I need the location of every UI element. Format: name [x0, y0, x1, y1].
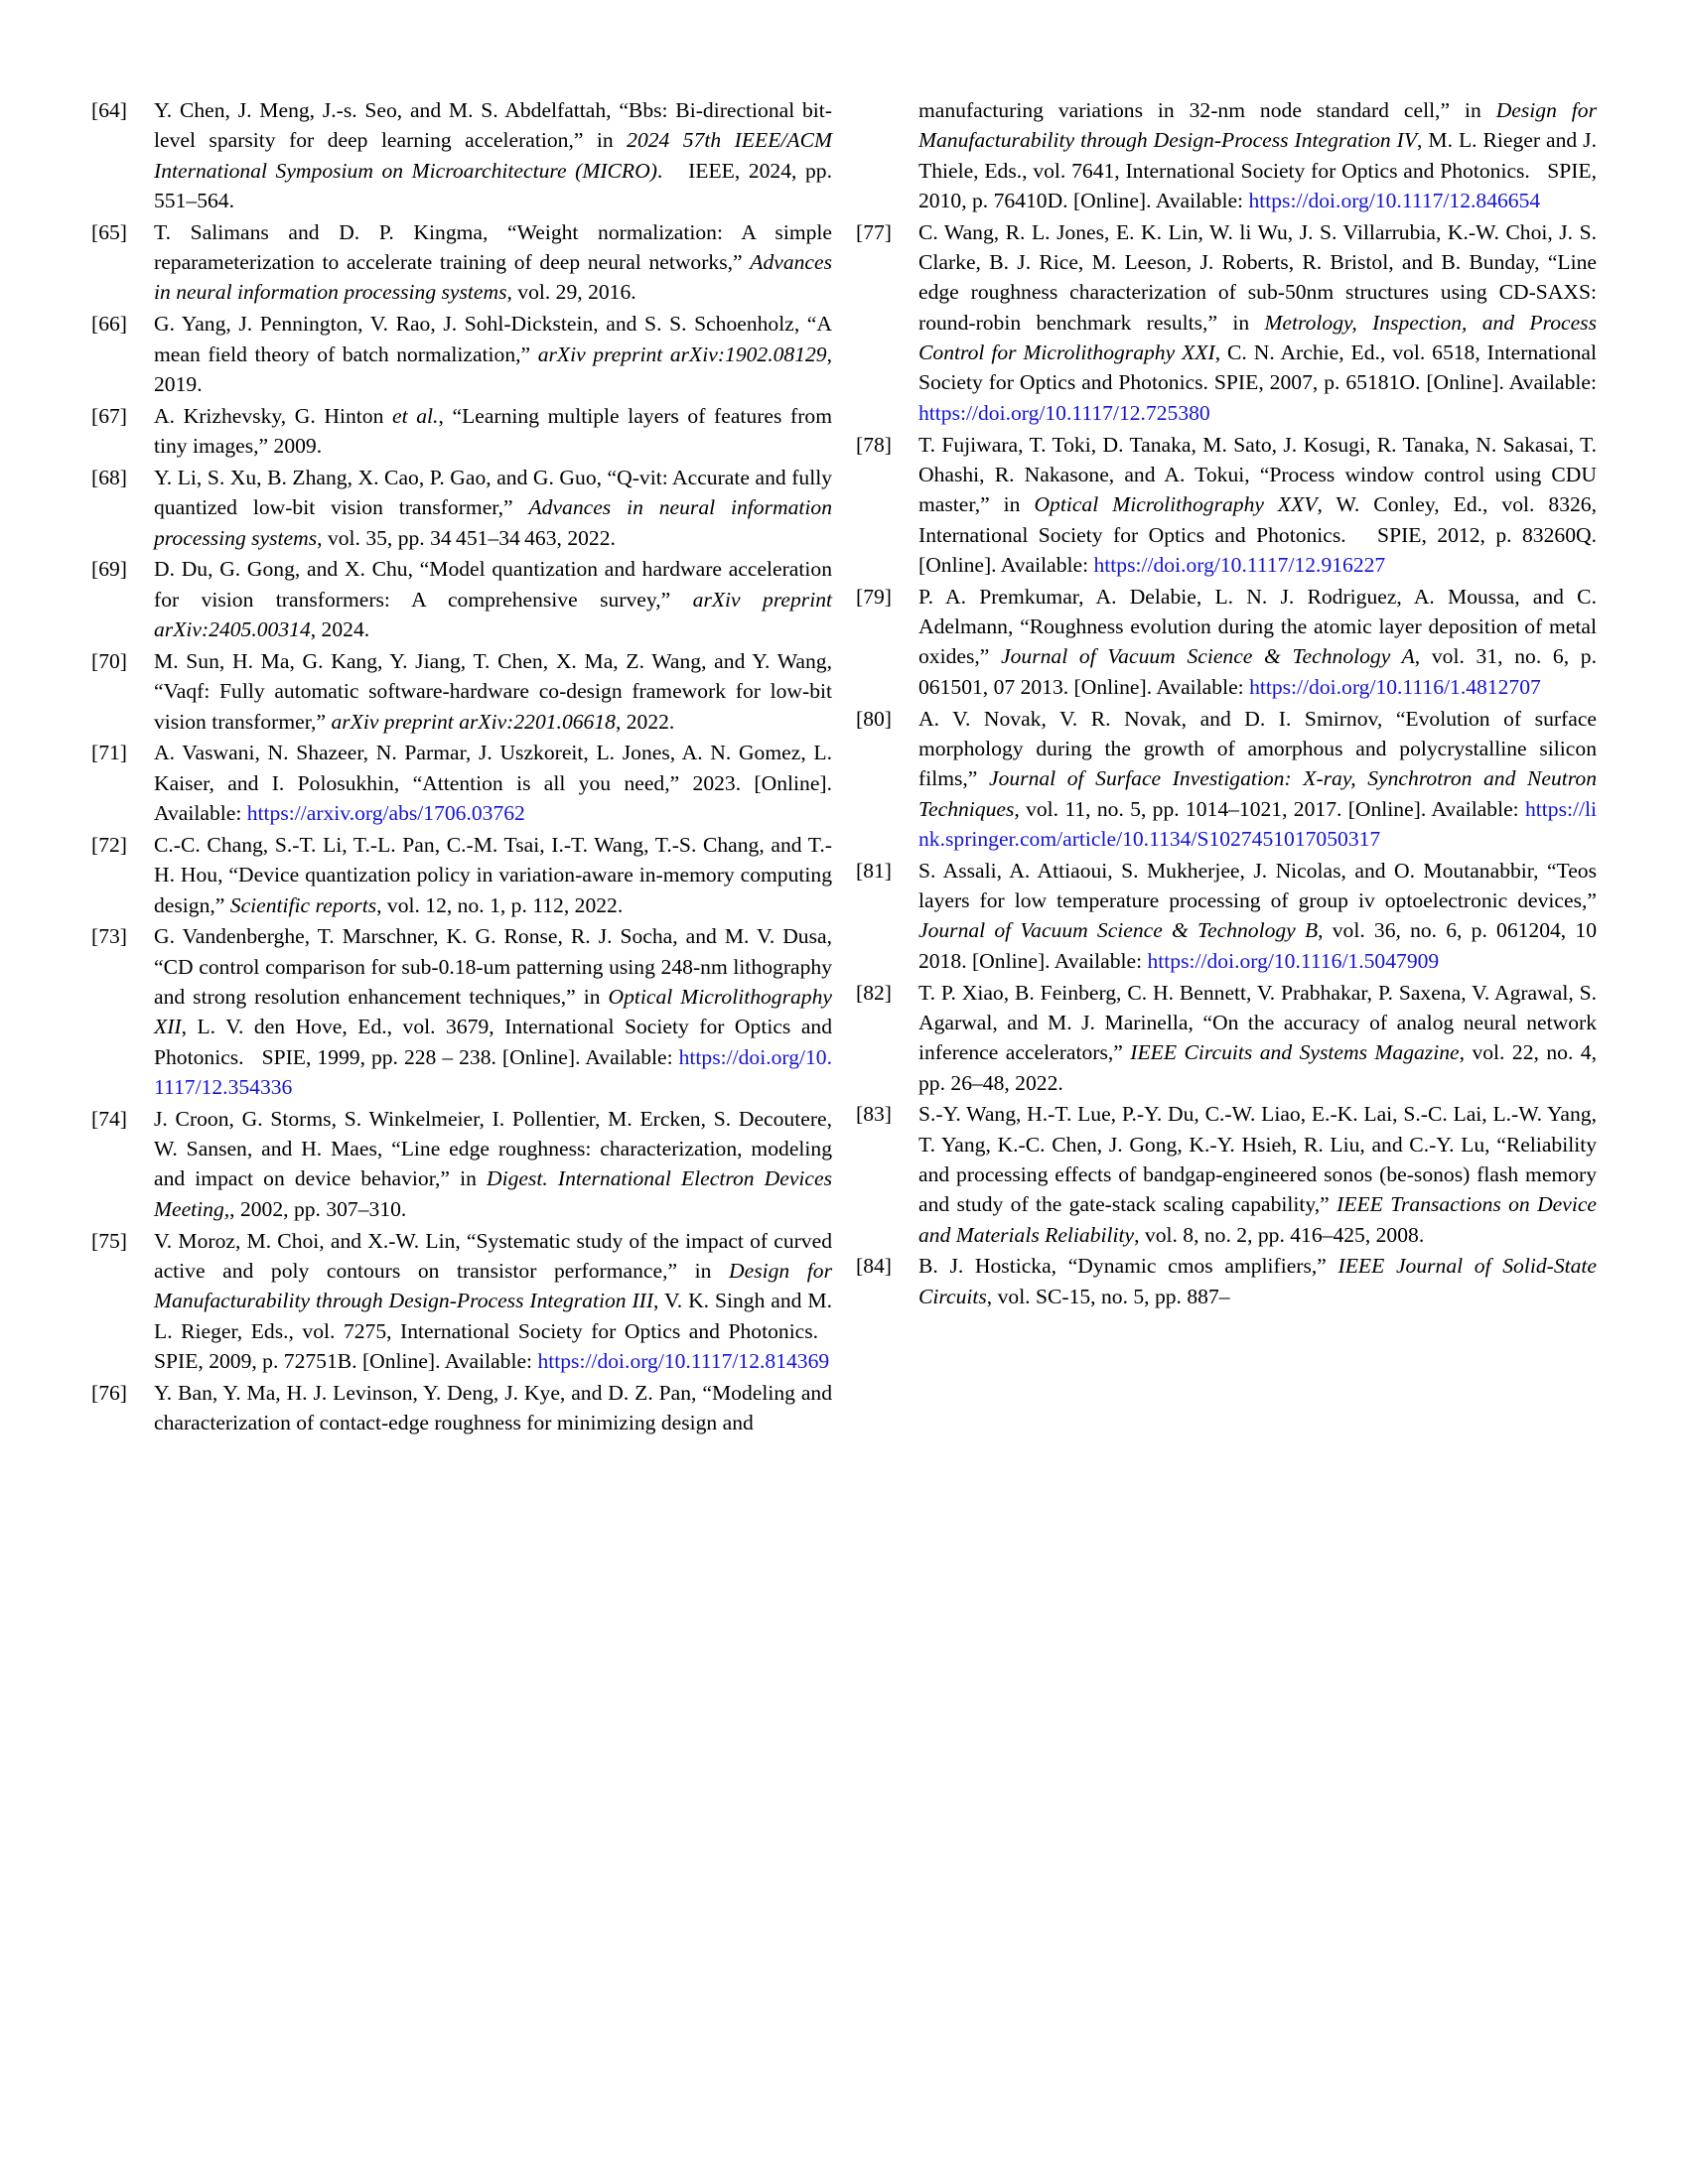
reference-text: S. Assali, A. Attiaoui, S. Mukherjee, J. Nicolas, and O. Moutanabbir, “Teos layers for low temperature processing of group iv optoelectronic devices,” Journal of Vacuum Science & Technology B, vol. 36, no. 6, p. 061204, 10 2018. [Online]. Available: https://doi.org/10.1116/1.5047909 [918, 858, 1597, 973]
reference-text: T. P. Xiao, B. Feinberg, C. H. Bennett, V. Prabhakar, P. Saxena, V. Agrawal, S. Agarwal, and M. J. Marinella, “On the accuracy of analog neural network inference accelerators,” IEEE Circuits and Systems Magazine, vol. 22, no. 4, pp. 26–48, 2022. [918, 980, 1597, 1095]
reference-text: C.-C. Chang, S.-T. Li, T.-L. Pan, C.-M. Tsai, I.-T. Wang, T.-S. Chang, and T.-H. Hou, “Device quantization policy in variation-aware in-memory computing design,” Scientific reports, vol. 12, no. 1, p. 112, 2022. [154, 832, 832, 917]
reference-text: B. J. Hosticka, “Dynamic cmos amplifiers,” IEEE Journal of Solid-State Circuits, vol. SC-15, no. 5, pp. 887– [918, 1254, 1598, 1308]
reference-entry-74 [91, 1104, 832, 1224]
right-column [856, 95, 1597, 1313]
reference-label: [79] [856, 584, 892, 609]
reference-entry-81 [856, 856, 1597, 976]
reference-entry-79 [856, 582, 1597, 702]
reference-entry-84 [856, 1251, 1597, 1311]
reference-entry-77 [856, 217, 1597, 428]
reference-text: V. Moroz, M. Choi, and X.-W. Lin, “Systematic study of the impact of curved active and poly contours on transistor performance,” in Design for Manufacturability through Design-Process Integration III, V. K. Singh and M. L. Rieger, Eds., vol. 7275, International Society for Optics and Photonics. SPIE, 2009, p. 72751B. [Online]. Available: https://doi.org/10.1117/12.814369 [154, 1228, 832, 1373]
reference-label: [64] [91, 98, 127, 122]
reference-entry-83 [856, 1099, 1597, 1250]
reference-label: [83] [856, 1102, 892, 1127]
reference-text: J. Croon, G. Storms, S. Winkelmeier, I. Pollentier, M. Ercken, S. Decoutere, W. Sansen, and H. Maes, “Line edge roughness: characterization, modeling and impact on device behavior,” in Digest. International Electron Devices Meeting,, 2002, pp. 307–310. [154, 1106, 832, 1221]
reference-label: [82] [856, 980, 892, 1005]
reference-entry-73 [91, 921, 832, 1102]
reference-label: [71] [91, 741, 127, 765]
reference-text: G. Yang, J. Pennington, V. Rao, J. Sohl-Dickstein, and S. S. Schoenholz, “A mean field theory of batch normalization,” arXiv preprint arXiv:1902.08129, 2019. [154, 312, 832, 396]
reference-label: [66] [91, 312, 127, 337]
reference-label: [72] [91, 832, 127, 857]
reference-entry-68 [91, 463, 832, 553]
reference-entry-80 [856, 704, 1597, 855]
reference-label: [80] [856, 706, 892, 731]
reference-text: T. Salimans and D. P. Kingma, “Weight normalization: A simple reparameterization to accelerate training of deep neural networks,” Advances in neural information processing systems, vol. 29, 2016. [154, 219, 832, 305]
reference-label: [75] [91, 1228, 127, 1253]
reference-text: G. Vandenberghe, T. Marschner, K. G. Ronse, R. J. Socha, and M. V. Dusa, “CD control comparison for sub-0.18-um patterning using 248-nm lithography and strong resolution enhancement techniques,” in Optical Microlithography XII, L. V. den Hove, Ed., vol. 3679, International Society for Optics and Photonics. SPIE, 1999, pp. 228 – 238. [Online]. Available: https://doi.org/10.1117/12.354336 [154, 924, 832, 1099]
reference-text: A. V. Novak, V. R. Novak, and D. I. Smirnov, “Evolution of surface morphology during the growth of amorphous and polycrystalline silicon films,” Journal of Surface Investigation: X-ray, Synchrotron and Neutron Techniques, vol. 11, no. 5, pp. 1014–1021, 2017. [Online]. Available: https://link.springer.com/article/10.1134/S1027451017050317 [918, 706, 1597, 851]
reference-entry-71 [91, 738, 832, 828]
reference-text: M. Sun, H. Ma, G. Kang, Y. Jiang, T. Chen, X. Ma, Z. Wang, and Y. Wang, “Vaqf: Fully automatic software-hardware co-design framework for low-bit vision transformer,” arXiv preprint arXiv:2201.06618, 2022. [154, 648, 832, 734]
reference-text: manufacturing variations in 32-nm node standard cell,” in Design for Manufacturability through Design-Process Integration IV, M. L. Rieger and J. Thiele, Eds., vol. 7641, International Society for Optics and Photonics. SPIE, 2010, p. 76410D. [Online]. Available: https://doi.org/10.1117/12.846654 [918, 98, 1597, 212]
reference-url-link[interactable]: https://doi.org/10.1117/12.916227 [1093, 552, 1386, 577]
reference-label: [74] [91, 1106, 127, 1131]
reference-url-link[interactable]: https://doi.org/10.1116/1.4812707 [1249, 674, 1541, 699]
reference-url-link[interactable]: https://doi.org/10.1117/12.814369 [537, 1348, 830, 1373]
reference-entry-69 [91, 554, 832, 644]
reference-label: [68] [91, 465, 127, 489]
reference-url-link[interactable]: https://link.springer.com/article/10.1134/S1027451017050317 [918, 796, 1597, 851]
reference-text: Y. Chen, J. Meng, J.-s. Seo, and M. S. Abdelfattah, “Bbs: Bi-directional bit-level sparsity for deep learning acceleration,” in 2024 57th IEEE/ACM International Symposium on Microarchitecture (MICRO). IEEE, 2024, pp. 551–564. [154, 98, 833, 212]
reference-entry-67 [91, 401, 832, 462]
reference-text: S.-Y. Wang, H.-T. Lue, P.-Y. Du, C.-W. Liao, E.-K. Lai, S.-C. Lai, L.-W. Yang, T. Yang, K.-C. Chen, J. Gong, K.-Y. Hsieh, R. Liu, and C.-Y. Lu, “Reliability and processing effects of bandgap-engineered sonos (be-sonos) flash memory and study of the gate-stack scaling capability,” IEEE Transactions on Device and Materials Reliability, vol. 8, no. 2, pp. 416–425, 2008. [918, 1102, 1597, 1247]
reference-entry-70 [91, 646, 832, 737]
reference-label: [70] [91, 648, 127, 673]
reference-entry-64 [91, 95, 832, 215]
reference-entry-65 [91, 217, 832, 308]
reference-label: [67] [91, 403, 127, 428]
reference-entry-75 [91, 1226, 832, 1377]
reference-text: D. Du, G. Gong, and X. Chu, “Model quantization and hardware acceleration for vision transformers: A comprehensive survey,” arXiv preprint arXiv:2405.00314, 2024. [154, 557, 833, 642]
reference-entry-82 [856, 978, 1597, 1098]
reference-entry-76 [91, 1378, 832, 1438]
reference-url-link[interactable]: https://doi.org/10.1117/12.354336 [154, 1044, 832, 1099]
reference-entry-76-continuation [856, 95, 1597, 215]
reference-text: T. Fujiwara, T. Toki, D. Tanaka, M. Sato, J. Kosugi, R. Tanaka, N. Sakasai, T. Ohashi, R. Nakasone, and A. Tokui, “Process window control using CDU master,” in Optical Microlithography XXV, W. Conley, Ed., vol. 8326, International Society for Optics and Photonics. SPIE, 2012, p. 83260Q. [Online]. Available: https://doi.org/10.1117/12.916227 [918, 432, 1597, 577]
reference-entry-78 [856, 430, 1597, 581]
reference-label: [84] [856, 1254, 892, 1279]
reference-url-link[interactable]: https://doi.org/10.1117/12.725380 [918, 400, 1210, 425]
reference-text: P. A. Premkumar, A. Delabie, L. N. J. Rodriguez, A. Moussa, and C. Adelmann, “Roughness evolution during the atomic layer deposition of metal oxides,” Journal of Vacuum Science & Technology A, vol. 31, no. 6, p. 061501, 07 2013. [Online]. Available: https://doi.org/10.1116/1.4812707 [918, 584, 1597, 699]
reference-entry-72 [91, 830, 832, 920]
reference-label: [76] [91, 1380, 127, 1405]
reference-url-link[interactable]: https://arxiv.org/abs/1706.03762 [246, 801, 525, 826]
reference-label: [77] [856, 219, 892, 244]
reference-label: [78] [856, 432, 892, 457]
reference-label: [69] [91, 557, 127, 582]
reference-label: [81] [856, 858, 892, 883]
reference-text: Y. Ban, Y. Ma, H. J. Levinson, Y. Deng, J. Kye, and D. Z. Pan, “Modeling and characterization of contact-edge roughness for minimizing design and [154, 1380, 832, 1435]
reference-text: Y. Li, S. Xu, B. Zhang, X. Cao, P. Gao, and G. Guo, “Q-vit: Accurate and fully quantized low-bit vision transformer,” Advances in neural information processing systems, vol. 35, pp. 34 451–34 463, 2022. [154, 465, 832, 550]
reference-url-link[interactable]: https://doi.org/10.1116/1.5047909 [1147, 948, 1440, 973]
reference-label: [65] [91, 219, 127, 244]
reference-text: A. Krizhevsky, G. Hinton et al., “Learning multiple layers of features from tiny images,” 2009. [154, 403, 832, 459]
left-column [91, 95, 832, 1439]
reference-text: A. Vaswani, N. Shazeer, N. Parmar, J. Uszkoreit, L. Jones, A. N. Gomez, L. Kaiser, and I. Polosukhin, “Attention is all you need,” 2023. [Online]. Available: https://arxiv.org/abs/1706.03762 [154, 741, 832, 826]
reference-text: C. Wang, R. L. Jones, E. K. Lin, W. li Wu, J. S. Villarrubia, K.-W. Choi, J. S. Clarke, B. J. Rice, M. Leeson, J. Roberts, R. Bristol, and B. Bunday, “Line edge roughness characterization of sub-50nm structures using CD-SAXS: round-robin benchmark results,” in Metrology, Inspection, and Process Control for Microlithography XXI, C. N. Archie, Ed., vol. 6518, International Society for Optics and Photonics. SPIE, 2007, p. 65181O. [Online]. Available: https://doi.org/10.1117/12.725380 [918, 219, 1597, 425]
reference-url-link[interactable]: https://doi.org/10.1117/12.846654 [1248, 188, 1541, 212]
reference-label: [73] [91, 924, 127, 949]
two-column-layout [91, 95, 1628, 1439]
reference-entry-66 [91, 309, 832, 399]
